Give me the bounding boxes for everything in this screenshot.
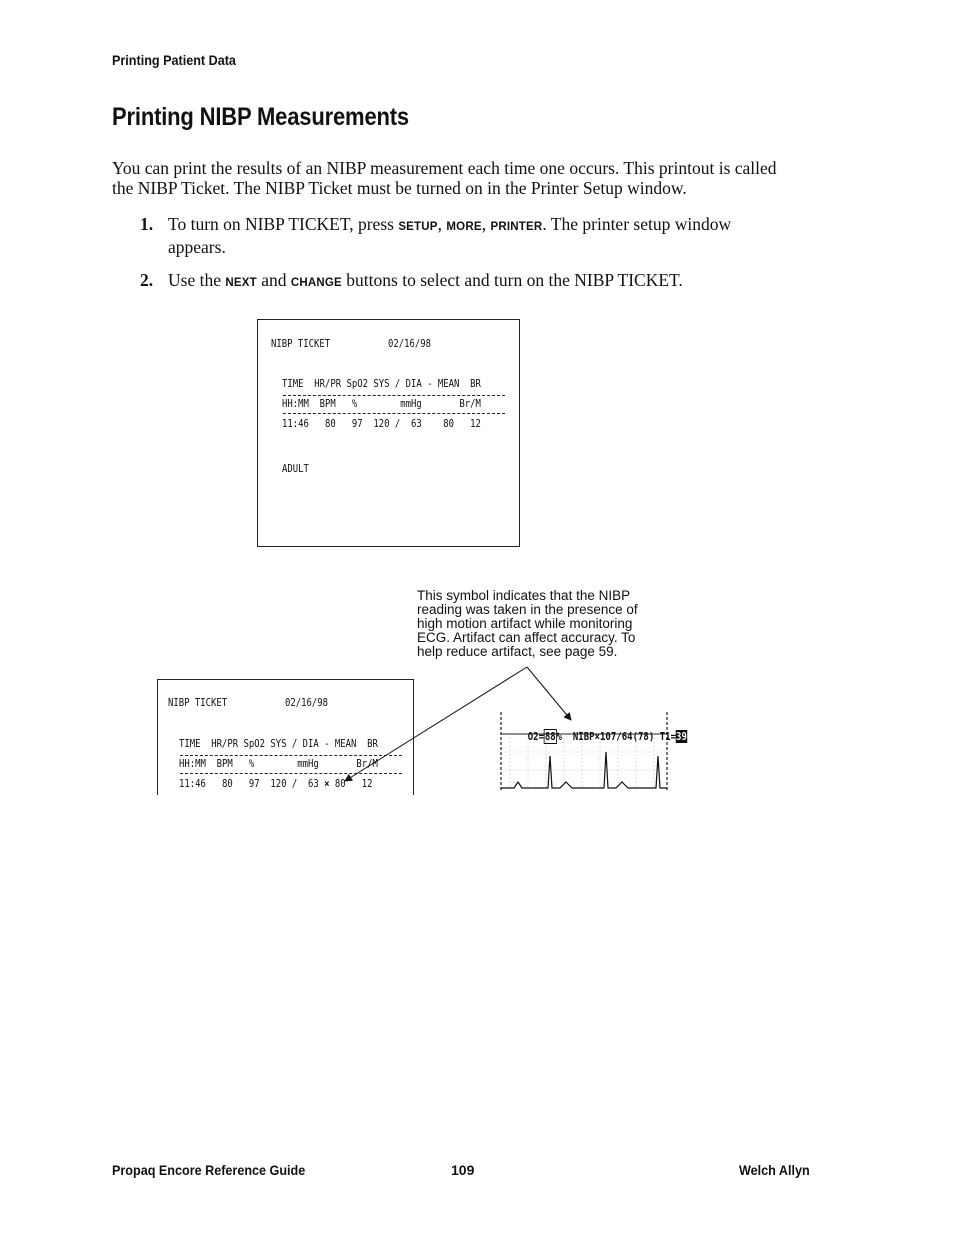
monitor-readout: O2=88% NIBP×107/64(78) T1=39 [527,730,687,743]
ticket-date: 02/16/98 [388,338,431,350]
ticket-units-row: HH:MM BPM % mmHg Br/M [282,398,481,410]
footer-guide-title: Propaq Encore Reference Guide [112,1162,306,1178]
change-key: CHANGE [290,277,342,289]
artifact-symbol-icon: × [324,778,330,790]
step-text: Use the NEXT and CHANGE buttons to select and turn on the NIBP TICKET. [168,270,683,290]
ticket-header-row: TIME HR/PR SpO2 SYS / DIA - MEAN BR [179,738,378,750]
step-text: To turn on NIBP TICKET, press SETUP, MORE, PRINTER. The printer setup window appears. [168,214,732,257]
page-title: Printing NIBP Measurements [112,103,409,131]
ticket-data-row: 11:46 80 97 120 / 63 × 80 12 [179,778,373,790]
artifact-callout: This symbol indicates that the NIBP reading was taken in the presence of high motion artifact while monitoring ECG. Artifact can affect accuracy. To help reduce artifact, see page 59. [417,588,638,659]
footer-company: Welch Allyn [739,1162,810,1178]
next-key: NEXT [225,277,257,289]
ticket-units-row: HH:MM BPM % mmHg Br/M [179,758,378,770]
ticket-data-row: 11:46 80 97 120 / 63 80 12 [282,418,481,430]
setup-key: SETUP [398,221,438,233]
more-key: MORE [446,221,482,233]
step-number: 2. [140,270,154,290]
ticket-title: NIBP TICKET [271,338,331,350]
ticket-patient-mode: ADULT [282,463,309,475]
spo2-value: 88 [544,730,556,743]
step-number: 1. [140,214,154,234]
ticket-title: NIBP TICKET [168,697,228,709]
running-head: Printing Patient Data [112,52,236,68]
ticket-header-row: TIME HR/PR SpO2 SYS / DIA - MEAN BR [282,378,481,390]
printer-key: PRINTER [490,221,543,233]
artifact-symbol-icon: × [594,730,600,743]
temp-value: 39 [676,730,687,743]
footer-page-number: 109 [451,1162,475,1178]
ticket-date: 02/16/98 [285,697,328,709]
intro-paragraph: You can print the results of an NIBP measurement each time one occurs. This printout is called the NIBP Ticket. The NIBP Ticket must be turned on in the Printer Setup window. [112,158,777,198]
nibp-value: 107/64(78) [599,730,655,743]
